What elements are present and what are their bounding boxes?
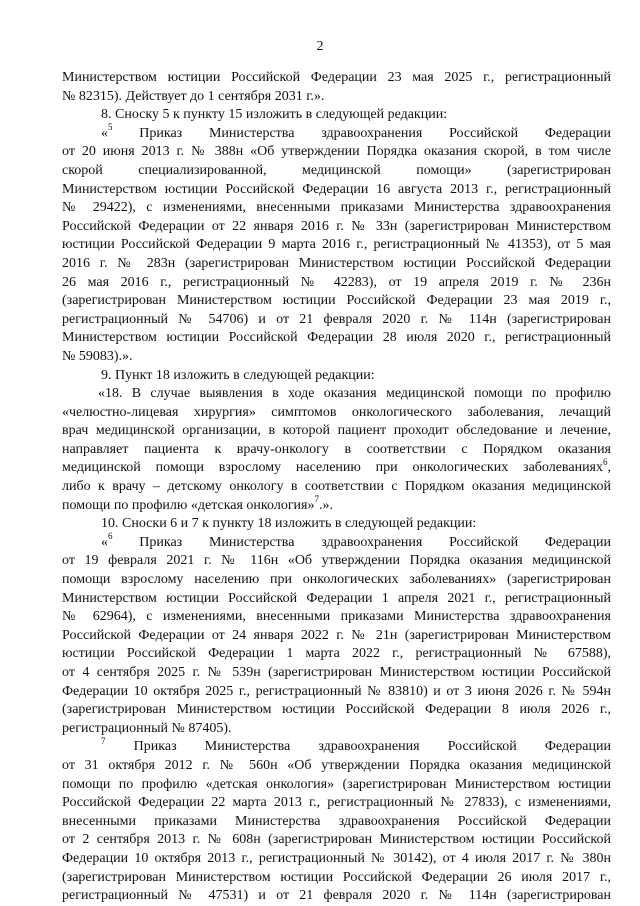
line-text: Федерации 10 октября 2013 г., регистрационный № 30142), от 4 июля 2017 г. № 380н xyxy=(62,850,611,866)
text-line xyxy=(62,441,611,460)
line-text: внесенными приказами Министерства здравоохранения Российской Федерации xyxy=(62,813,611,829)
line-text: медицинской помощи взрослому населению при онкологических заболеваниях xyxy=(62,460,603,476)
line-text: № 59083).». xyxy=(62,348,133,364)
line-text: Российской Федерации от 24 января 2022 г. № 21н (зарегистрирован Министерством xyxy=(62,627,611,643)
text-line xyxy=(62,143,611,162)
line-text: Российской Федерации от 22 января 2016 г. № 33н (зарегистрирован Министерством xyxy=(62,218,611,234)
line-text: регистрационный № 47531) и от 21 февраля 2020 г. № 114н (зарегистрирован xyxy=(62,888,611,904)
line-prefix: « xyxy=(101,125,108,141)
text-line xyxy=(62,794,611,813)
footnote-marker: 7 xyxy=(314,494,319,504)
text-line xyxy=(62,683,611,702)
line-text: от 4 сентября 2025 г. № 539н (зарегистрирован Министерством юстиции Российской xyxy=(62,665,611,680)
text-line xyxy=(62,664,611,683)
text-line xyxy=(62,236,611,255)
line-text: юстиции Российской Федерации 1 марта 2022 г., регистрационный № 67588), xyxy=(62,646,611,662)
line-text: от 2 сентября 2013 г. № 608н (зарегистрирован Министерством юстиции Российской xyxy=(62,832,611,848)
line-text: Министерством юстиции Российской Федерации 28 июля 2020 г., регистрационный xyxy=(62,330,611,346)
text-line xyxy=(62,367,611,386)
text-line xyxy=(62,292,611,311)
text-line xyxy=(62,69,611,88)
line-text: направляет пациента к врачу-онкологу в соответствии с Порядком оказания xyxy=(62,441,611,457)
line-text: Приказ Министерства здравоохранения Российской Федерации xyxy=(112,125,611,141)
text-line xyxy=(62,850,611,869)
line-suffix: .». xyxy=(319,497,333,513)
line-text: Приказ Министерства здравоохранения Российской Федерации xyxy=(112,534,611,550)
text-line xyxy=(62,776,611,795)
text-line xyxy=(62,701,611,720)
text-line xyxy=(62,571,611,590)
line-text: (зарегистрирован Министерством юстиции Российской Федерации 26 июля 2017 г., xyxy=(62,869,611,885)
line-text: 8. Сноску 5 к пункту 15 изложить в следующей редакции: xyxy=(101,107,448,123)
text-line xyxy=(62,627,611,646)
line-text: 26 мая 2016 г., регистрационный № 42283), от 19 апреля 2019 г. № 236н xyxy=(62,274,611,290)
line-text: врач медицинской организации, в которой пациент проходит обследование и лечение, xyxy=(62,423,611,439)
text-line xyxy=(62,162,611,181)
text-line xyxy=(62,199,611,218)
line-text: юстиции Российской Федерации 9 марта 2016 г., регистрационный № 41353), от 5 мая xyxy=(62,237,611,253)
text-line xyxy=(62,720,611,739)
text-line xyxy=(62,348,611,367)
line-prefix: « xyxy=(101,534,108,550)
text-line xyxy=(62,590,611,609)
line-text: Федерации 10 октября 2025 г., регистрационный № 83810) и от 3 июня 2026 г. № 594н xyxy=(62,683,611,699)
line-text: (зарегистрирован Министерством юстиции Российской Федерации 8 июля 2026 г., xyxy=(62,702,611,718)
text-line xyxy=(62,106,611,125)
line-text: № 29422), с изменениями, внесенными приказами Министерства здравоохранения xyxy=(62,200,611,216)
line-text: либо к врачу – детскому онкологу в соответствии с Порядком оказания медицинской xyxy=(62,479,611,495)
text-line xyxy=(62,122,611,144)
text-line xyxy=(62,887,611,906)
text-line xyxy=(62,385,611,404)
line-text: 2016 г. № 283н (зарегистрирован Министерством юстиции Российской Федерации xyxy=(62,255,611,271)
document-body xyxy=(62,69,611,906)
line-text: Приказ Министерства здравоохранения Российской Федерации xyxy=(105,739,611,755)
line-text: помощи по профилю «детская онкология» xyxy=(62,497,315,513)
text-line xyxy=(62,515,611,534)
line-text: от 19 февраля 2021 г. № 116н «Об утверждении Порядка оказания медицинской xyxy=(62,553,611,569)
footnote-marker: 5 xyxy=(108,122,113,133)
line-text: Министерством юстиции Российской Федерации 23 мая 2025 г., регистрационный xyxy=(62,70,611,85)
line-text: от 20 июня 2013 г. № 388н «Об утверждении Порядка оказания скорой, в том числе xyxy=(62,144,611,160)
text-line xyxy=(62,311,611,330)
text-line xyxy=(62,274,611,293)
text-line xyxy=(62,813,611,832)
line-text: 9. Пункт 18 изложить в следующей редакции: xyxy=(101,367,375,383)
line-text: помощи взрослому населению при онкологических заболеваниях» (зарегистрирован xyxy=(62,572,611,588)
line-text: № 82315). Действует до 1 сентября 2031 г.». xyxy=(62,88,325,104)
text-line xyxy=(62,831,611,850)
page-number: 2 xyxy=(316,39,324,54)
text-line xyxy=(62,181,611,200)
text-line xyxy=(62,329,611,348)
text-line xyxy=(62,218,611,237)
line-text: «18. В случае выявления в ходе оказания медицинской помощи по профилю xyxy=(98,386,611,402)
text-line xyxy=(62,255,611,274)
line-text: № 62964), с изменениями, внесенными приказами Министерства здравоохранения xyxy=(62,609,611,625)
line-text: «челюстно-лицевая хирургия» симптомов онкологического заболевания, лечащий xyxy=(62,404,611,420)
line-suffix: , xyxy=(607,460,611,476)
line-text: Министерством юстиции Российской Федерации 1 апреля 2021 г., регистрационный xyxy=(62,590,611,606)
text-line xyxy=(62,552,611,571)
text-line xyxy=(62,494,611,516)
text-line xyxy=(62,404,611,423)
line-text: скорой специализированной, медицинской помощи» (зарегистрирован xyxy=(62,162,611,178)
line-text: Российской Федерации 22 марта 2013 г., регистрационный № 27833), с изменениями, xyxy=(62,795,611,811)
text-line xyxy=(62,478,611,497)
line-text: регистрационный № 87405). xyxy=(62,720,232,736)
footnote-marker: 7 xyxy=(101,735,106,746)
line-text: помощи по профилю «детская онкология» (зарегистрирован Министерством юстиции xyxy=(62,776,611,792)
line-text: (зарегистрирован Министерством юстиции Российской Федерации 23 мая 2019 г., xyxy=(62,293,611,309)
text-line xyxy=(62,869,611,888)
text-line xyxy=(62,608,611,627)
footnote-marker: 6 xyxy=(108,531,113,542)
text-line xyxy=(62,422,611,441)
line-text: регистрационный № 54706) и от 21 февраля 2020 г. № 114н (зарегистрирован xyxy=(62,311,611,327)
text-line xyxy=(62,735,611,757)
line-text: 10. Сноски 6 и 7 к пункту 18 изложить в следующей редакции: xyxy=(101,516,477,532)
line-text: от 31 октября 2012 г. № 560н «Об утверждении Порядка оказания медицинской xyxy=(62,757,611,773)
text-line xyxy=(62,531,611,553)
text-line xyxy=(62,88,611,107)
text-line xyxy=(62,757,611,776)
line-text: Министерством юстиции Российской Федерации 16 августа 2013 г., регистрационный xyxy=(62,181,611,197)
text-line xyxy=(62,645,611,664)
text-line xyxy=(62,456,611,478)
footnote-marker: 6 xyxy=(603,456,608,467)
